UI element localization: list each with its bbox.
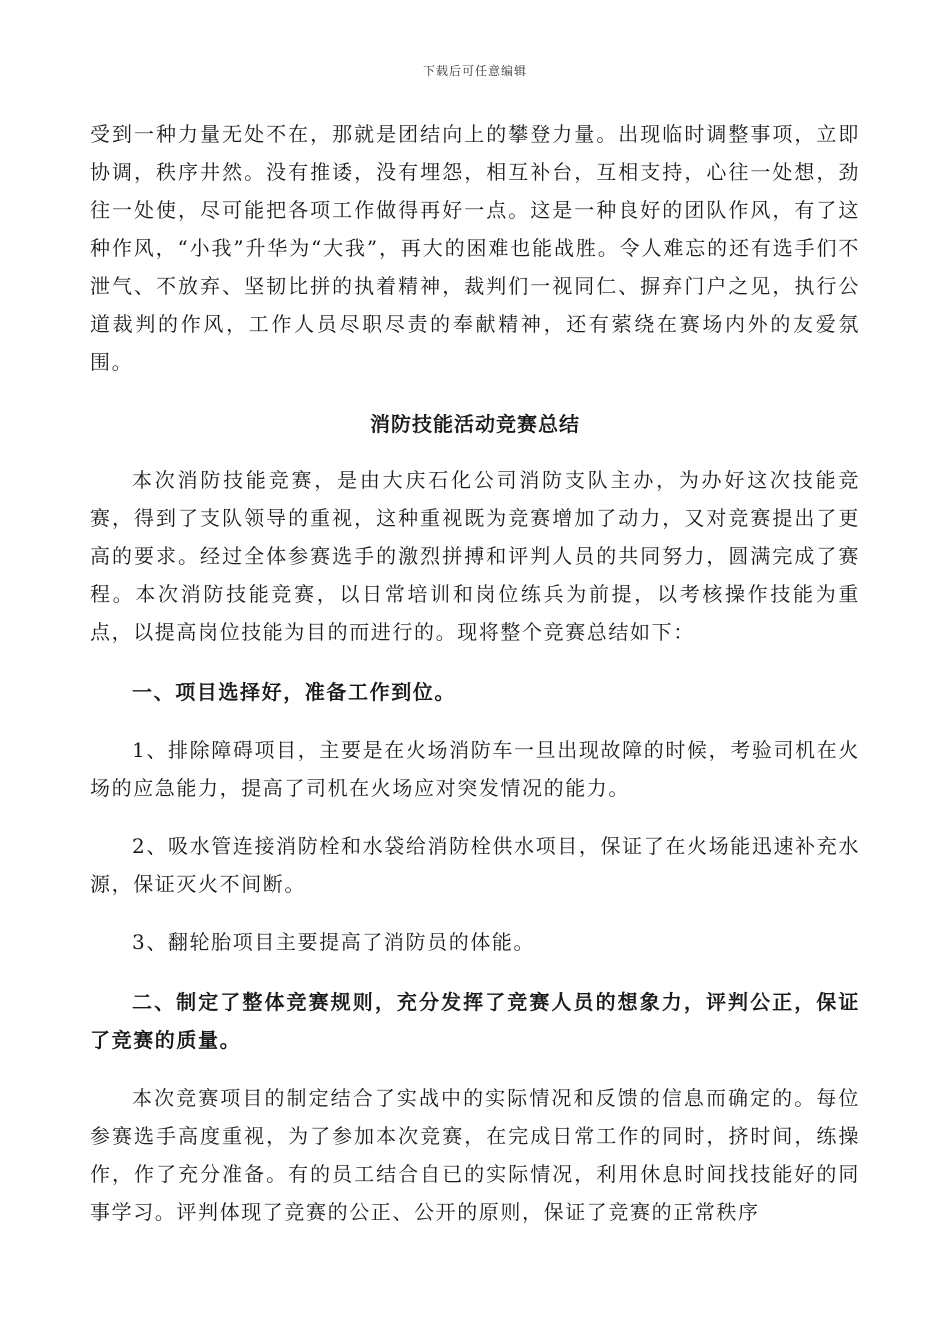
paragraph-intro: 本次消防技能竞赛，是由大庆石化公司消防支队主办，为办好这次技能竞赛，得到了支队领导的重视，这种重视既为竞赛增加了动力，又对竞赛提出了更高的要求。经过全体参赛选手的激烈拼搏和评判人员的共同努力，圆满完成了赛程。本次消防技能竞赛，以日常培训和岗位练兵为前提，以考核操作技能为重点，以提高岗位技能为目的而进行的。现将整个竞赛总结如下： (90, 468, 860, 644)
heading-1: 一、项目选择好，准备工作到位。 (132, 680, 456, 704)
list-item-1: 1、排除障碍项目，主要是在火场消防车一旦出现故障的时候，考验司机在火场的应急能力，提高了司机在火场应对突发情况的能力。 (90, 738, 860, 800)
paragraph-continuation: 受到一种力量无处不在，那就是团结向上的攀登力量。出现临时调整事项，立即协调，秩序井然。没有推诿，没有埋怨，相互补台，互相支持，心往一处想，劲往一处使，尽可能把各项工作做得再好一点。这是一种良好的团队作风，有了这种作风，“小我”升华为“大我”，再大的困难也能战胜。令人难忘的还有选手们不泄气、不放弃、坚韧比拼的执着精神，裁判们一视同仁、摒弃门户之见，执行公道裁判的作风，工作人员尽职尽责的奉献精神，还有萦绕在赛场内外的友爱氛围。 (90, 122, 860, 374)
section-title: 消防技能活动竞赛总结 (370, 412, 580, 436)
document-body (90, 115, 860, 1231)
paragraph-rules: 本次竞赛项目的制定结合了实战中的实际情况和反馈的信息而确定的。每位参赛选手高度重视，为了参加本次竞赛，在完成日常工作的同时，挤时间，练操作，作了充分准备。有的员工结合自已的实际情况，利用休息时间找技能好的同事学习。评判体现了竞赛的公正、公开的原则，保证了竞赛的正常秩序 (90, 1086, 860, 1224)
heading-2: 二、制定了整体竞赛规则，充分发挥了竞赛人员的想象力，评判公正，保证了竞赛的质量。 (90, 990, 860, 1052)
page-header: 下载后可任意编辑 (422, 64, 527, 78)
list-item-3: 3、翻轮胎项目主要提高了消防员的体能。 (132, 930, 536, 954)
list-item-2: 2、吸水管连接消防栓和水袋给消防栓供水项目，保证了在火场能迅速补充水源，保证灭火不间断。 (90, 834, 860, 896)
